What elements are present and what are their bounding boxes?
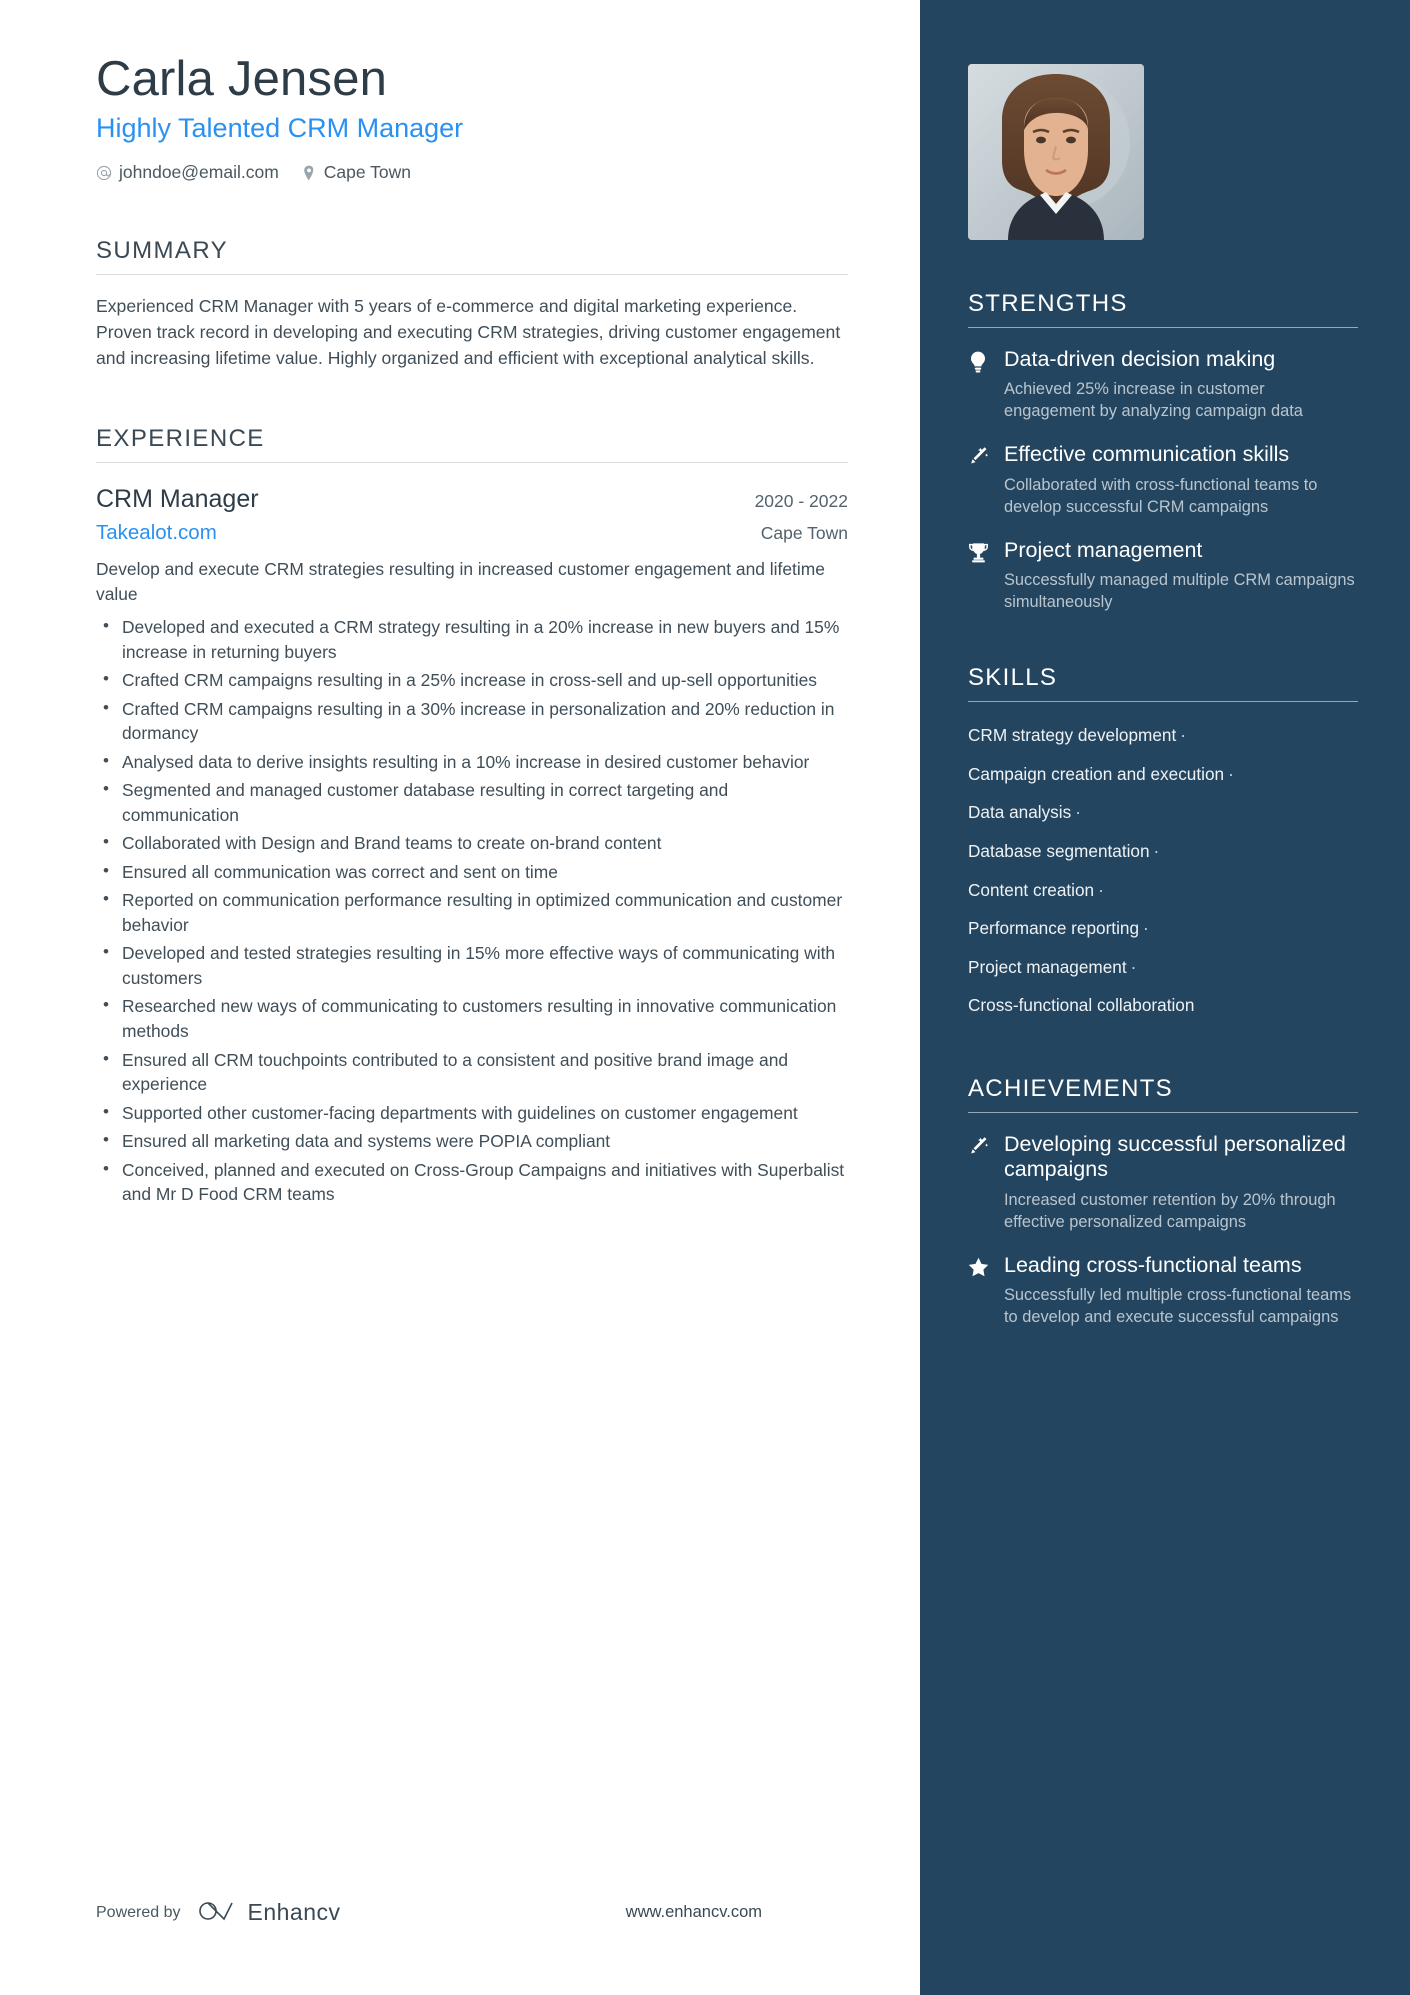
skills-section [968,664,1358,1025]
skill-label: Campaign creation and execution [968,763,1225,784]
job-company-link[interactable]: Takealot.com [96,521,217,545]
experience-entry-sub [96,521,848,545]
skills-list [968,716,1358,1025]
strength-description: Collaborated with cross-functional teams to develop successful CRM campaigns [1004,475,1318,516]
achievements-divider [968,1112,1358,1113]
star-icon [968,1253,990,1329]
skill-label: Database segmentation [968,840,1150,861]
strength-item [968,538,1358,614]
list-item: • Conceived, planned and executed on Cross-Group Campaigns and initiatives with Superbalist and Mr D Food CRM teams [96,1158,848,1207]
skill-item [968,755,1358,794]
job-title: CRM Manager [96,485,259,514]
strength-item [968,347,1358,423]
achievement-heading: Leading cross-functional teams [1004,1252,1302,1277]
experience-section [96,425,848,1206]
skill-label: Content creation [968,879,1095,900]
strengths-section [968,290,1358,614]
summary-section-title: SUMMARY [96,237,229,265]
strength-heading: Effective communication skills [1004,442,1290,467]
skill-item [968,871,1358,910]
job-location: Cape Town [760,523,848,544]
page-title: Carla Jensen [96,52,388,106]
skills-section-title: SKILLS [968,663,1058,691]
achievement-item [968,1132,1358,1234]
list-item: • Ensured all CRM touchpoints contributed to a consistent and positive brand image and experience [96,1048,848,1097]
list-item: • Supported other customer-facing departments with guidelines on customer engagement [96,1101,848,1126]
footer [96,1898,880,1927]
summary-section [96,237,848,371]
map-pin-icon [301,164,317,182]
at-icon [96,164,112,182]
summary-text: Experienced CRM Manager with 5 years of e-commerce and digital marketing experience. Proven track record in developing and executing CRM strategies, driving customer engagement and increasing lifetime value. Highly organized and efficient with exceptional analytical skills. [96,296,841,368]
enhancv-logo-icon [197,1898,239,1927]
skills-divider [968,701,1358,702]
headline: Highly Talented CRM Manager [96,112,464,143]
list-item: • Developed and executed a CRM strategy resulting in a 20% increase in new buyers and 15% increase in returning buyers [96,615,848,664]
strength-description: Successfully managed multiple CRM campaigns simultaneously [1004,571,1355,611]
skill-item [968,793,1358,832]
skill-separator: · [1228,763,1234,784]
achievement-description: Increased customer retention by 20% through effective personalized campaigns [1004,1190,1336,1231]
skill-item [968,832,1358,871]
list-item: • Ensured all marketing data and systems were POPIA compliant [96,1129,848,1154]
achievements-section-title: ACHIEVEMENTS [968,1075,1173,1103]
experience-section-title: EXPERIENCE [96,425,265,453]
list-item: • Crafted CRM campaigns resulting in a 30% increase in personalization and 20% reduction in dormancy [96,697,848,746]
contact-location-text: Cape Town [323,162,412,183]
contact-location [301,162,411,183]
skill-label: CRM strategy development [968,724,1177,745]
achievement-item [968,1253,1358,1329]
achievement-description: Successfully led multiple cross-functional teams to develop and execute successful campaigns [1004,1286,1352,1327]
sidebar [920,0,1410,1995]
skill-label: Cross-functional collaboration [968,995,1195,1016]
list-item: • Collaborated with Design and Brand teams to create on-brand content [96,831,848,856]
contact-email[interactable] [96,162,279,183]
powered-by-label: Powered by [96,1903,181,1921]
job-description: Develop and execute CRM strategies resulting in increased customer engagement and lifetime value [96,559,825,604]
experience-entry-head [96,485,848,514]
list-item: • Analysed data to derive insights resulting in a 10% increase in desired customer behavior [96,750,848,775]
experience-entry [96,485,848,1206]
magic-wand-icon [968,1132,990,1234]
skill-label: Data analysis [968,802,1072,823]
contact-email-text: johndoe@email.com [119,162,279,183]
list-item: • Developed and tested strategies resulting in 15% more effective ways of communicating with customers [96,941,848,990]
strengths-divider [968,327,1358,328]
trophy-icon [968,538,990,614]
skill-item [968,948,1358,987]
brand-name: Enhancv [247,1899,341,1925]
experience-divider [96,462,848,463]
lightbulb-icon [968,347,990,423]
skill-separator: · [1143,918,1149,939]
avatar-photo [968,64,1144,240]
strength-description: Achieved 25% increase in customer engagement by analyzing campaign data [1004,380,1303,421]
skill-item [968,909,1358,948]
contact-row [96,162,848,183]
list-item: • Segmented and managed customer database resulting in correct targeting and communication [96,778,848,827]
skill-label: Project management [968,956,1127,977]
header-block [96,52,848,183]
list-item: • Reported on communication performance resulting in optimized communication and customer behavior [96,888,848,937]
skill-separator: · [1180,724,1186,745]
skill-separator: · [1075,802,1081,823]
summary-divider [96,274,848,275]
achievement-heading: Developing successful personalized campaigns [1004,1132,1346,1182]
magic-wand-icon [968,442,990,518]
skill-item [968,716,1358,755]
avatar [968,64,1144,240]
footer-url[interactable]: www.enhancv.com [625,1903,762,1921]
skill-separator: · [1130,956,1137,977]
achievements-section [968,1075,1358,1329]
list-item: • Researched new ways of communicating to customers resulting in innovative communication methods [96,994,848,1043]
skill-label: Performance reporting [968,918,1140,939]
skill-separator: · [1153,840,1160,861]
strength-heading: Data-driven decision making [1004,347,1276,371]
list-item: • Ensured all communication was correct and sent on time [96,860,848,885]
job-dates: 2020 - 2022 [754,491,848,512]
list-item: • Crafted CRM campaigns resulting in a 25% increase in cross-sell and up-sell opportunities [96,668,848,693]
strength-heading: Project management [1004,537,1203,562]
skill-item [968,986,1358,1025]
strength-item [968,442,1358,518]
strengths-section-title: STRENGTHS [968,290,1128,317]
job-bullet-list [96,615,848,1207]
powered-by-block [96,1898,341,1927]
brand-block [197,1898,341,1927]
skill-separator: · [1098,879,1104,900]
